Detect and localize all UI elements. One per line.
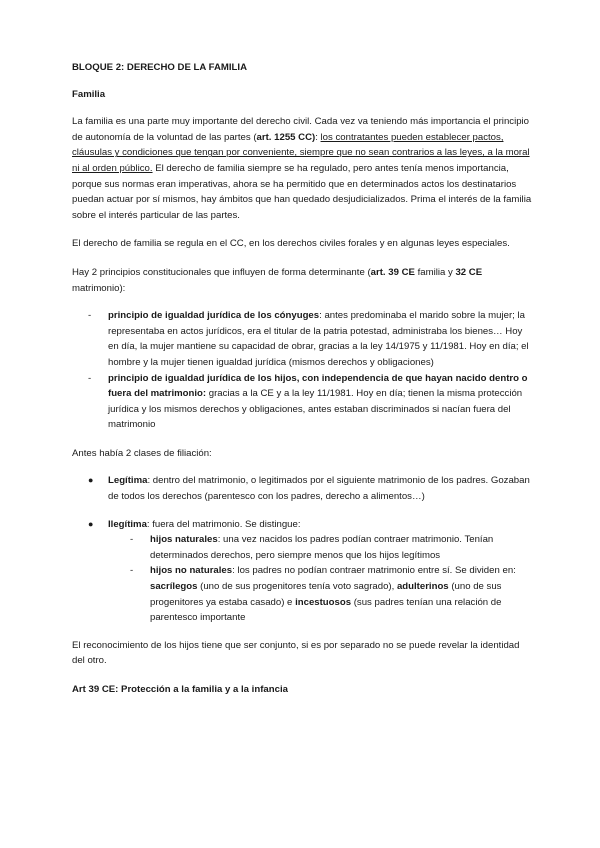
filiation-list xyxy=(72,473,534,625)
text-run: Hay 2 principios constitucionales que influyen de forma determinante ( xyxy=(72,266,371,278)
text-run: matrimonio): xyxy=(72,282,126,294)
dash-bullet: - xyxy=(88,372,92,384)
filiation-text: : dentro del matrimonio, o legitimados por el siguiente matrimonio de los padres. Gozaban de todos los derechos (parentesco con los padres, derecho a alimentos…) xyxy=(108,475,530,503)
subtype-title: hijos no naturales xyxy=(150,565,233,577)
paragraph-reconocimiento: El reconocimiento de los hijos tiene que ser conjunto, si es por separado no se puede revelar la identidad del otro. xyxy=(72,639,520,667)
list-item xyxy=(88,473,534,504)
article-reference: art. 39 CE xyxy=(370,266,415,278)
subtype-title: hijos naturales xyxy=(150,534,218,546)
principles-list xyxy=(72,308,534,433)
subtype-text: (sus padres tenían una relación de parentesco importante xyxy=(150,596,502,624)
underlined-quote: los contratantes pueden establecer pactos, cláusulas y condiciones que tengan por conveniente, siempre que no sean contrarios a las leyes, a la moral ni al orden público. xyxy=(72,131,530,174)
list-item xyxy=(88,308,534,370)
subtype-text: : una vez nacidos los padres podían contraer matrimonio. Tenían determinados derechos, pero siempre menos que los hijos legítimos xyxy=(150,534,494,561)
list-item xyxy=(88,517,534,626)
list-item xyxy=(130,563,534,625)
text-run: La familia es una parte muy importante del derecho civil. Cada vez va teniendo más importancia el principio de autonomía de la voluntad de las partes ( xyxy=(72,116,530,143)
paragraph-principios-intro xyxy=(72,265,534,296)
article-reference: art. 1255 CC) xyxy=(256,131,316,143)
text-run: familia y xyxy=(414,266,456,278)
paragraph-regulacion: El derecho de familia se regula en el CC, en los derechos civiles forales y en algunas leyes especiales. xyxy=(72,238,510,250)
subtype-term: adulterinos xyxy=(396,581,449,593)
subtype-text: (uno de sus progenitores tenía voto sagrado), xyxy=(197,581,397,593)
principle-title: principio de igualdad jurídica de los hijos, con independencia de que hayan nacido dentro o fuera del matrimonio: xyxy=(108,372,528,400)
paragraph-familia-intro xyxy=(72,114,534,223)
principle-text: : antes predominaba el marido sobre la mujer; la representaba en actos jurídicos, era el titular de la patria potestad, administraba los bienes… Hoy en día, la mujer mantiene su capacidad de obrar, gracias a la ley 14/1975 y 11/1981. Hoy en día; el hombre y la mujer tienen igualdad jurídica (mismos derechos y obligaciones) xyxy=(108,310,529,368)
filiation-type: Ilegítima xyxy=(108,518,147,530)
subtype-text: (uno de sus progenitores ya estaba casado) e xyxy=(150,581,502,608)
article-reference: 32 CE xyxy=(455,266,483,278)
principle-title: principio de igualdad jurídica de los cónyuges xyxy=(108,310,320,322)
list-item xyxy=(130,532,534,563)
principle-text: gracias a la CE y a la ley 11/1981. Hoy en día; tienen la misma protección jurídica y los mismos derechos y obligaciones, antes estaban discriminados si nacían fuera del matrimonio xyxy=(108,388,523,431)
round-bullet: ● xyxy=(88,518,94,529)
dash-bullet: - xyxy=(88,310,92,322)
text-run: : xyxy=(315,131,321,143)
illegitimate-sublist xyxy=(108,532,534,626)
page-title: BLOQUE 2: DERECHO DE LA FAMILIA xyxy=(72,62,248,73)
filiation-text: : fuera del matrimonio. Se distingue: xyxy=(146,518,301,530)
round-bullet: ● xyxy=(88,475,94,486)
section-heading-familia: Familia xyxy=(72,88,106,100)
subtype-term: incestuosos xyxy=(295,596,352,608)
paragraph-filiacion-intro: Antes había 2 clases de filiación: xyxy=(72,447,212,459)
dash-bullet: - xyxy=(130,534,134,546)
subtype-term: sacrílegos xyxy=(150,581,198,593)
dash-bullet: - xyxy=(130,565,134,577)
filiation-type: Legítima xyxy=(108,475,148,487)
section-heading-art39: Art 39 CE: Protección a la familia y a la infancia xyxy=(72,684,288,695)
list-item xyxy=(88,371,534,433)
document-page xyxy=(72,60,534,710)
subtype-text: : los padres no podían contraer matrimonio entre sí. Se dividen en: xyxy=(232,565,516,577)
text-run: El derecho de familia siempre se ha regulado, pero antes tenía menos importancia, porque sus normas eran imperativas, ahora se ha permitido que en determinados actos los destinatarios puedan actuar por sí mismos, hay ámbitos que han quedado desjudicializados. Prima el interés de la familia sobre el interés particular de las partes. xyxy=(72,162,532,221)
